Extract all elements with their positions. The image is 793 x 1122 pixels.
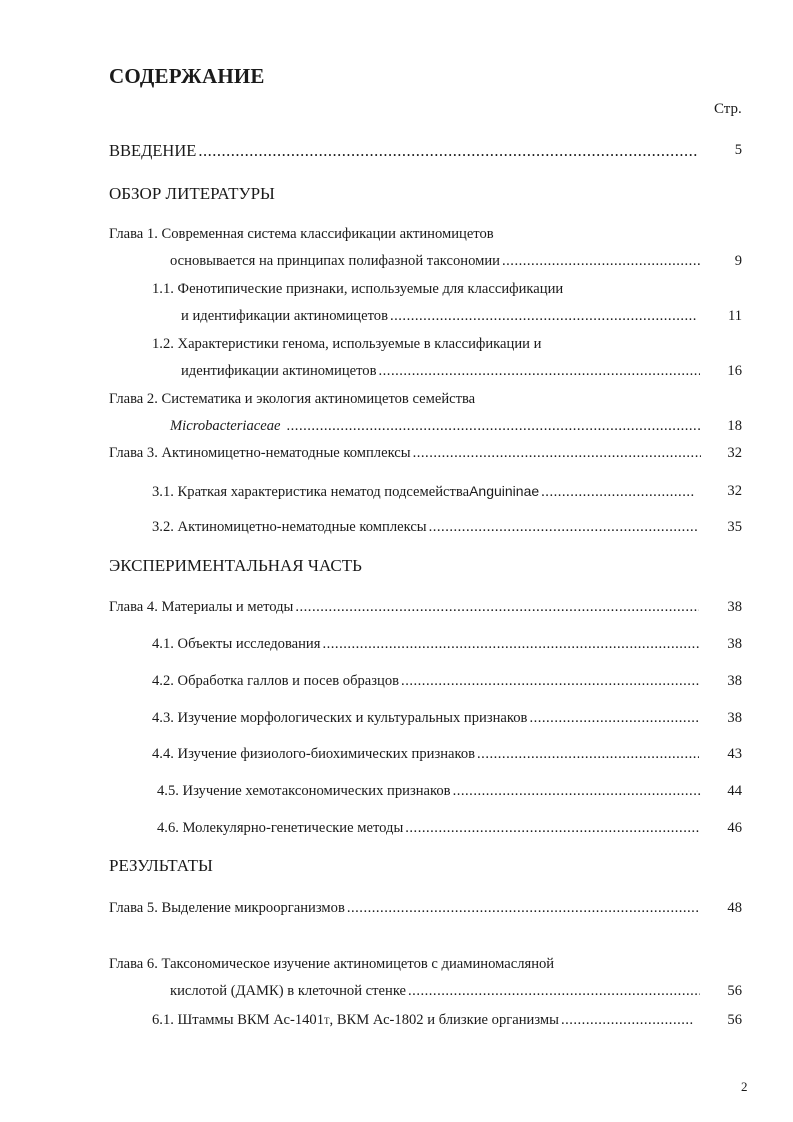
toc-page-number: 56 — [727, 983, 742, 999]
toc-page-number: 11 — [727, 308, 742, 324]
toc-entry-section-1-2-cont[interactable]: идентификации актиномицетов ..... — [181, 363, 700, 380]
toc-entry-section-4-3[interactable]: 4.3. Изучение морфологических и культуральных признаков ..... — [152, 710, 699, 727]
toc-entry-chapter-3[interactable]: Глава 3. Актиномицетно-нематодные комплексы ..... — [109, 445, 701, 462]
toc-entry-chapter-6[interactable]: Глава 6. Таксономическое изучение актиномицетов с диаминомасляной — [109, 956, 555, 972]
toc-page-number: 38 — [727, 673, 742, 689]
taxon-name: Microbacteriaceae — [170, 418, 281, 434]
toc-entry-label: ВВЕДЕНИЕ — [109, 141, 197, 160]
page-column-label: Стр. — [714, 101, 742, 117]
toc-entry-section-1-1-cont[interactable]: и идентификации актиномицетов ..... — [181, 308, 698, 325]
toc-entry-section-4-4[interactable]: 4.4. Изучение физиолого-биохимических признаков ..... — [152, 746, 699, 763]
toc-page-number: 5 — [734, 142, 742, 158]
toc-entry-section-4-2[interactable]: 4.2. Обработка галлов и посев образцов ..... — [152, 673, 699, 690]
toc-entry-section-1-2[interactable]: 1.2. Характеристики генома, используемые в классификации и — [152, 336, 542, 352]
toc-page-number: 56 — [727, 1012, 742, 1028]
toc-page-number: 16 — [727, 363, 742, 379]
toc-entry-chapter-2[interactable]: Глава 2. Систематика и экология актиномицетов семейства — [109, 391, 476, 407]
toc-entry-section-3-1[interactable]: 3.1. Краткая характеристика нематод подсемейства Anguininae ..... — [152, 483, 695, 501]
type-strain-superscript: T — [324, 1016, 330, 1026]
toc-page-number: 32 — [727, 483, 742, 499]
toc-page-number: 38 — [727, 636, 742, 652]
toc-page-number: 32 — [727, 445, 742, 461]
section-heading-experimental: ЭКСПЕРИМЕНТАЛЬНАЯ ЧАСТЬ — [109, 556, 362, 575]
toc-entry-chapter-1[interactable]: Глава 1. Современная система классификации актиномицетов — [109, 226, 494, 242]
toc-entry-section-4-5[interactable]: 4.5. Изучение хемотаксономических признаков ..... — [157, 783, 701, 800]
toc-page-number: 43 — [727, 746, 742, 762]
page-title: СОДЕРЖАНИЕ — [109, 64, 265, 88]
toc-page-number: 46 — [727, 820, 742, 836]
toc-entry-chapter-6-cont[interactable]: кислотой (ДАМК) в клеточной стенке ..... — [170, 983, 700, 1000]
toc-entry-intro[interactable] — [109, 141, 699, 161]
toc-entry-chapter-5[interactable]: Глава 5. Выделение микроорганизмов ..... — [109, 900, 699, 917]
toc-entry-section-1-1[interactable]: 1.1. Фенотипические признаки, используемые для классификации — [152, 281, 564, 297]
toc-page-number: 38 — [727, 599, 742, 615]
toc-page-number: 9 — [734, 253, 742, 269]
toc-page-number: 38 — [727, 710, 742, 726]
section-heading-results: РЕЗУЛЬТАТЫ — [109, 856, 213, 875]
toc-page-number: 35 — [727, 519, 742, 535]
toc-entry-chapter-2-cont[interactable] — [170, 418, 700, 435]
toc-page-number: 18 — [727, 418, 742, 434]
taxon-name: Anguininae — [469, 483, 540, 499]
toc-page-number: 44 — [727, 783, 742, 799]
toc-entry-chapter-1-cont[interactable]: основывается на принципах полифазной таксономии ..... — [170, 253, 700, 270]
section-heading-review: ОБЗОР ЛИТЕРАТУРЫ — [109, 184, 275, 203]
toc-page-number: 48 — [727, 900, 742, 916]
toc-entry-section-3-2[interactable]: 3.2. Актиномицетно-нематодные комплексы ..... — [152, 519, 699, 536]
toc-entry-section-4-6[interactable]: 4.6. Молекулярно-генетические методы ..... — [157, 820, 699, 837]
toc-entry-chapter-4[interactable]: Глава 4. Материалы и методы ..... — [109, 599, 699, 616]
page-number: 2 — [741, 1079, 748, 1094]
toc-entry-section-6-1[interactable]: 6.1. Штаммы ВКМ Ас-1401 T , ВКМ Ас-1802 и близкие организмы ..... — [152, 1012, 694, 1029]
toc-entry-section-4-1[interactable]: 4.1. Объекты исследования ..... — [152, 636, 699, 653]
